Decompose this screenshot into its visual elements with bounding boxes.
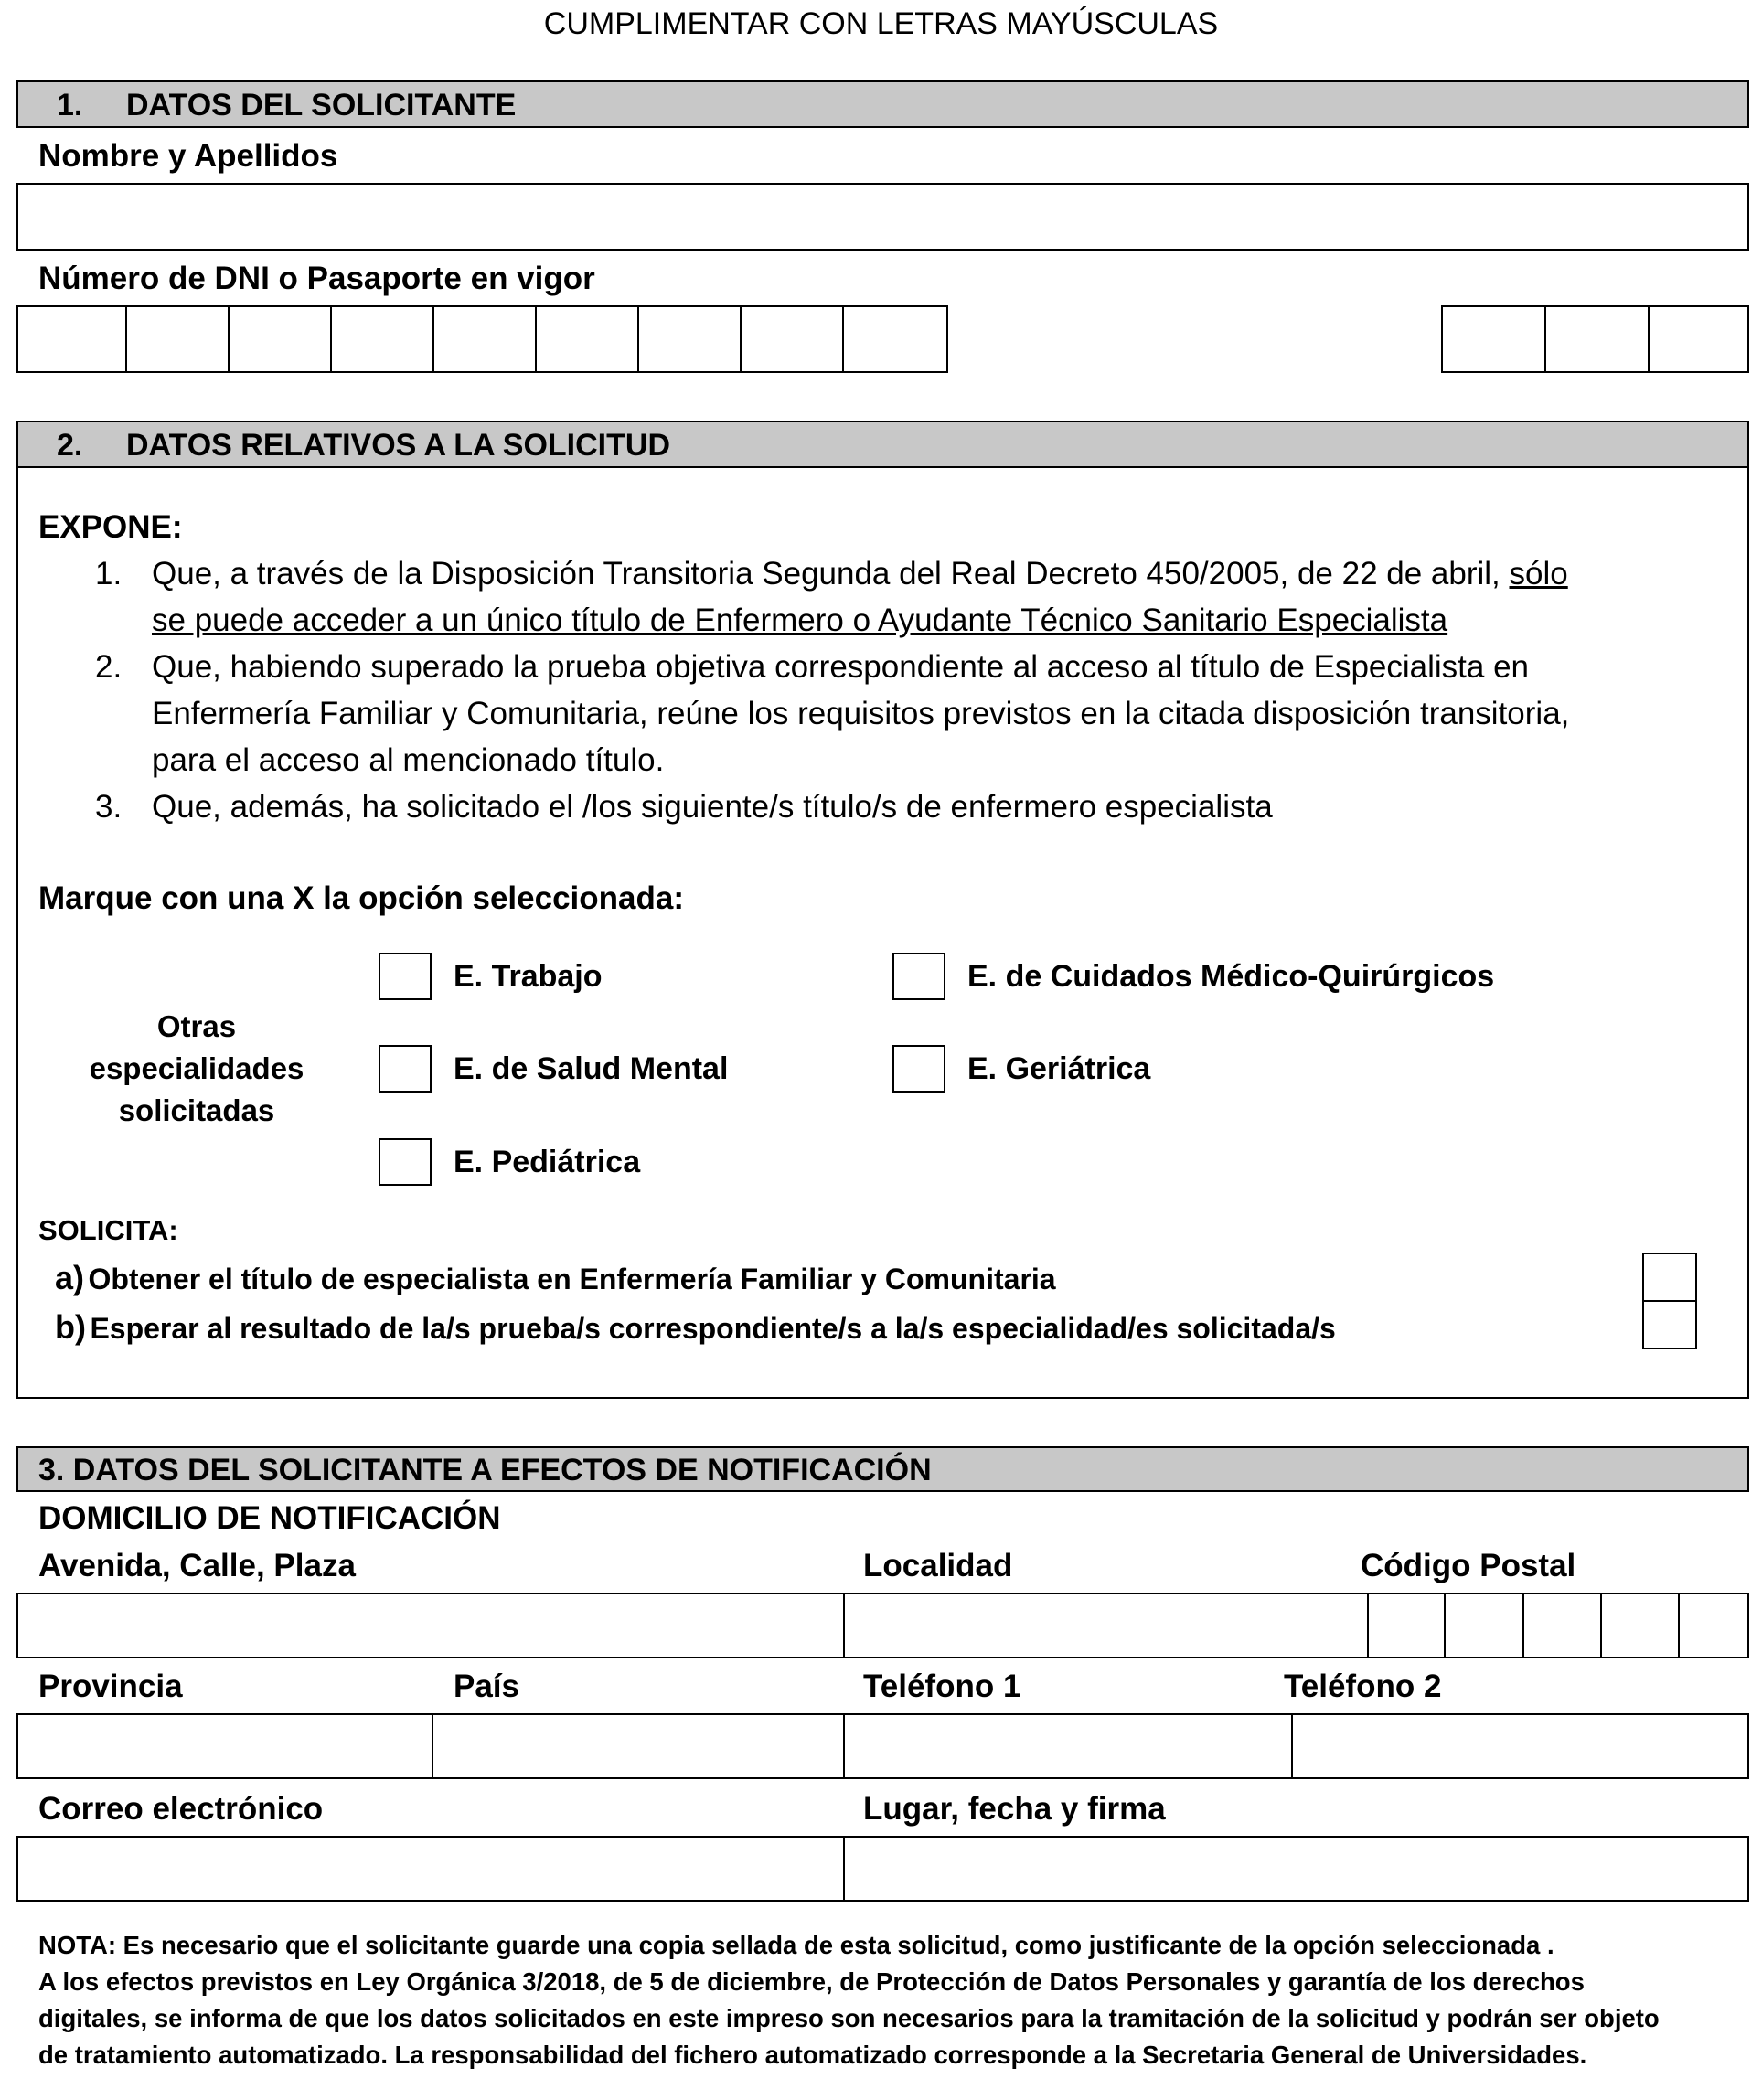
provincia-field[interactable]	[18, 1715, 433, 1777]
dni-label: Número de DNI o Pasaporte en vigor	[38, 261, 595, 296]
pais-label: País	[454, 1668, 519, 1704]
otras-line: Otras	[156, 1009, 237, 1043]
solicita-label: SOLICITA:	[38, 1214, 178, 1246]
item-text: Enfermería Familiar y Comunitaria, reúne los requisitos previstos en la citada disposición transitoria,	[152, 696, 1570, 731]
expone-label: EXPONE:	[38, 509, 183, 545]
nota-line: de tratamiento automatizado. La responsabilidad del fichero automatizado corresponde a la Secretaria General de Universidades.	[38, 2041, 1587, 2069]
expone-item-1	[95, 550, 1704, 644]
nota-line: A los efectos previstos en Ley Orgánica 3/2018, de 5 de diciembre, de Protección de Datos Personales y garantía de los derechos	[38, 1967, 1585, 1996]
section2-header	[16, 421, 1749, 468]
item-number: 2.	[95, 649, 123, 685]
checkbox-medico-quirurgicos[interactable]	[892, 953, 945, 1000]
item-text: Que, además, ha solicitado el /los siguiente/s título/s de enfermero especialista	[152, 789, 1273, 825]
item-underlined-text: sólo	[1509, 556, 1568, 592]
section3-title: 3. DATOS DEL SOLICITANTE A EFECTOS DE NOTIFICACIÓN	[38, 1453, 932, 1487]
option-trabajo: E. Trabajo	[454, 959, 603, 994]
solicita-text: Esperar al resultado de la/s prueba/s correspondiente/s a la/s especialidad/es solicitada/s	[90, 1312, 1336, 1345]
name-field[interactable]	[16, 183, 1749, 251]
nota-line: digitales, se informa de que los datos solicitados en este impreso son necesarios para la tramitación de la solicitud y podrán ser objeto	[38, 2004, 1660, 2032]
telefono1-label: Teléfono 1	[863, 1668, 1021, 1704]
item-text: Que, habiendo superado la prueba objetiva correspondiente al acceso al título de Especialista en	[152, 649, 1530, 685]
cp-cell[interactable]	[1602, 1594, 1680, 1657]
telefono2-field[interactable]	[1293, 1715, 1747, 1777]
dni-cell[interactable]	[127, 307, 230, 371]
contact-row	[16, 1713, 1749, 1779]
section2-title: DATOS RELATIVOS A LA SOLICITUD	[126, 428, 670, 463]
dni-extra-cell[interactable]	[1546, 307, 1650, 371]
email-row	[16, 1836, 1749, 1902]
cp-cell[interactable]	[1446, 1594, 1524, 1657]
domicilio-label: DOMICILIO DE NOTIFICACIÓN	[38, 1500, 501, 1536]
dni-cell[interactable]	[742, 307, 844, 371]
name-label: Nombre y Apellidos	[38, 138, 338, 174]
section1-header	[16, 80, 1749, 128]
otras-line: solicitadas	[118, 1093, 275, 1127]
item-text: Que, a través de la Disposición Transitoria Segunda del Real Decreto 450/2005, de 22 de abril,	[152, 556, 1510, 592]
telefono2-label: Teléfono 2	[1284, 1668, 1442, 1704]
otras-line: especialidades	[89, 1051, 304, 1085]
dni-cell[interactable]	[537, 307, 639, 371]
solicita-option-b	[55, 1307, 1336, 1355]
item-number: 3.	[95, 789, 123, 825]
avenida-label: Avenida, Calle, Plaza	[38, 1548, 356, 1583]
marque-label: Marque con una X la opción seleccionada:	[38, 880, 684, 916]
checkbox-solicita-a[interactable]	[1642, 1253, 1697, 1302]
dni-cell[interactable]	[332, 307, 434, 371]
section2-number: 2.	[57, 428, 83, 463]
localidad-field[interactable]	[845, 1594, 1369, 1657]
dni-extra-cell[interactable]	[1650, 307, 1747, 371]
lugar-fecha-firma-field[interactable]	[845, 1838, 1747, 1900]
cp-cell[interactable]	[1369, 1594, 1446, 1657]
cp-cell[interactable]	[1680, 1594, 1747, 1657]
option-salud-mental: E. de Salud Mental	[454, 1051, 729, 1086]
dni-cell[interactable]	[639, 307, 742, 371]
checkbox-salud-mental[interactable]	[379, 1045, 432, 1093]
solicita-letter: a)	[55, 1259, 85, 1296]
cp-cell[interactable]	[1524, 1594, 1602, 1657]
expone-item-2	[95, 644, 1704, 784]
solicita-text: Obtener el título de especialista en Enfermería Familiar y Comunitaria	[88, 1263, 1056, 1295]
telefono1-field[interactable]	[845, 1715, 1293, 1777]
checkbox-solicita-b[interactable]	[1642, 1300, 1697, 1349]
avenida-field[interactable]	[18, 1594, 845, 1657]
dni-extra-cell[interactable]	[1443, 307, 1546, 371]
lugar-label: Lugar, fecha y firma	[863, 1791, 1166, 1827]
option-pediatrica: E. Pediátrica	[454, 1145, 641, 1179]
dni-cell[interactable]	[230, 307, 332, 371]
correo-label: Correo electrónico	[38, 1791, 324, 1827]
dni-cell[interactable]	[18, 307, 127, 371]
dni-cell[interactable]	[434, 307, 537, 371]
item-underlined-text: se puede acceder a un único título de Enfermero o Ayudante Técnico Sanitario Especialista	[152, 602, 1448, 638]
address-row	[16, 1593, 1749, 1658]
dni-cell[interactable]	[844, 307, 946, 371]
section1-number: 1.	[57, 88, 83, 123]
provincia-label: Provincia	[38, 1668, 183, 1704]
checkbox-geriatrica[interactable]	[892, 1045, 945, 1093]
option-geriatrica: E. Geriátrica	[967, 1051, 1151, 1086]
item-number: 1.	[95, 556, 123, 592]
section3-header	[16, 1446, 1749, 1492]
item-text: para el acceso al mencionado título.	[152, 742, 665, 778]
solicita-option-a	[55, 1258, 1056, 1306]
otras-especialidades-label	[73, 1006, 320, 1132]
top-instruction: CUMPLIMENTAR CON LETRAS MAYÚSCULAS	[543, 6, 1219, 41]
localidad-label: Localidad	[863, 1548, 1013, 1583]
nota-line: NOTA: Es necesario que el solicitante guarde una copia sellada de esta solicitud, como justificante de la opción seleccionada .	[38, 1931, 1554, 1959]
dni-extra-field[interactable]	[1441, 305, 1749, 373]
correo-field[interactable]	[18, 1838, 845, 1900]
section1-title: DATOS DEL SOLICITANTE	[126, 88, 517, 123]
option-medico-quirurgicos: E. de Cuidados Médico-Quirúrgicos	[967, 959, 1495, 994]
solicita-letter: b)	[55, 1308, 86, 1346]
checkbox-pediatrica[interactable]	[379, 1138, 432, 1186]
pais-field[interactable]	[433, 1715, 845, 1777]
checkbox-trabajo[interactable]	[379, 953, 432, 1000]
dni-field[interactable]	[16, 305, 948, 373]
expone-item-3	[95, 784, 1704, 830]
nota-block	[38, 1927, 1730, 2073]
cp-label: Código Postal	[1361, 1548, 1576, 1583]
